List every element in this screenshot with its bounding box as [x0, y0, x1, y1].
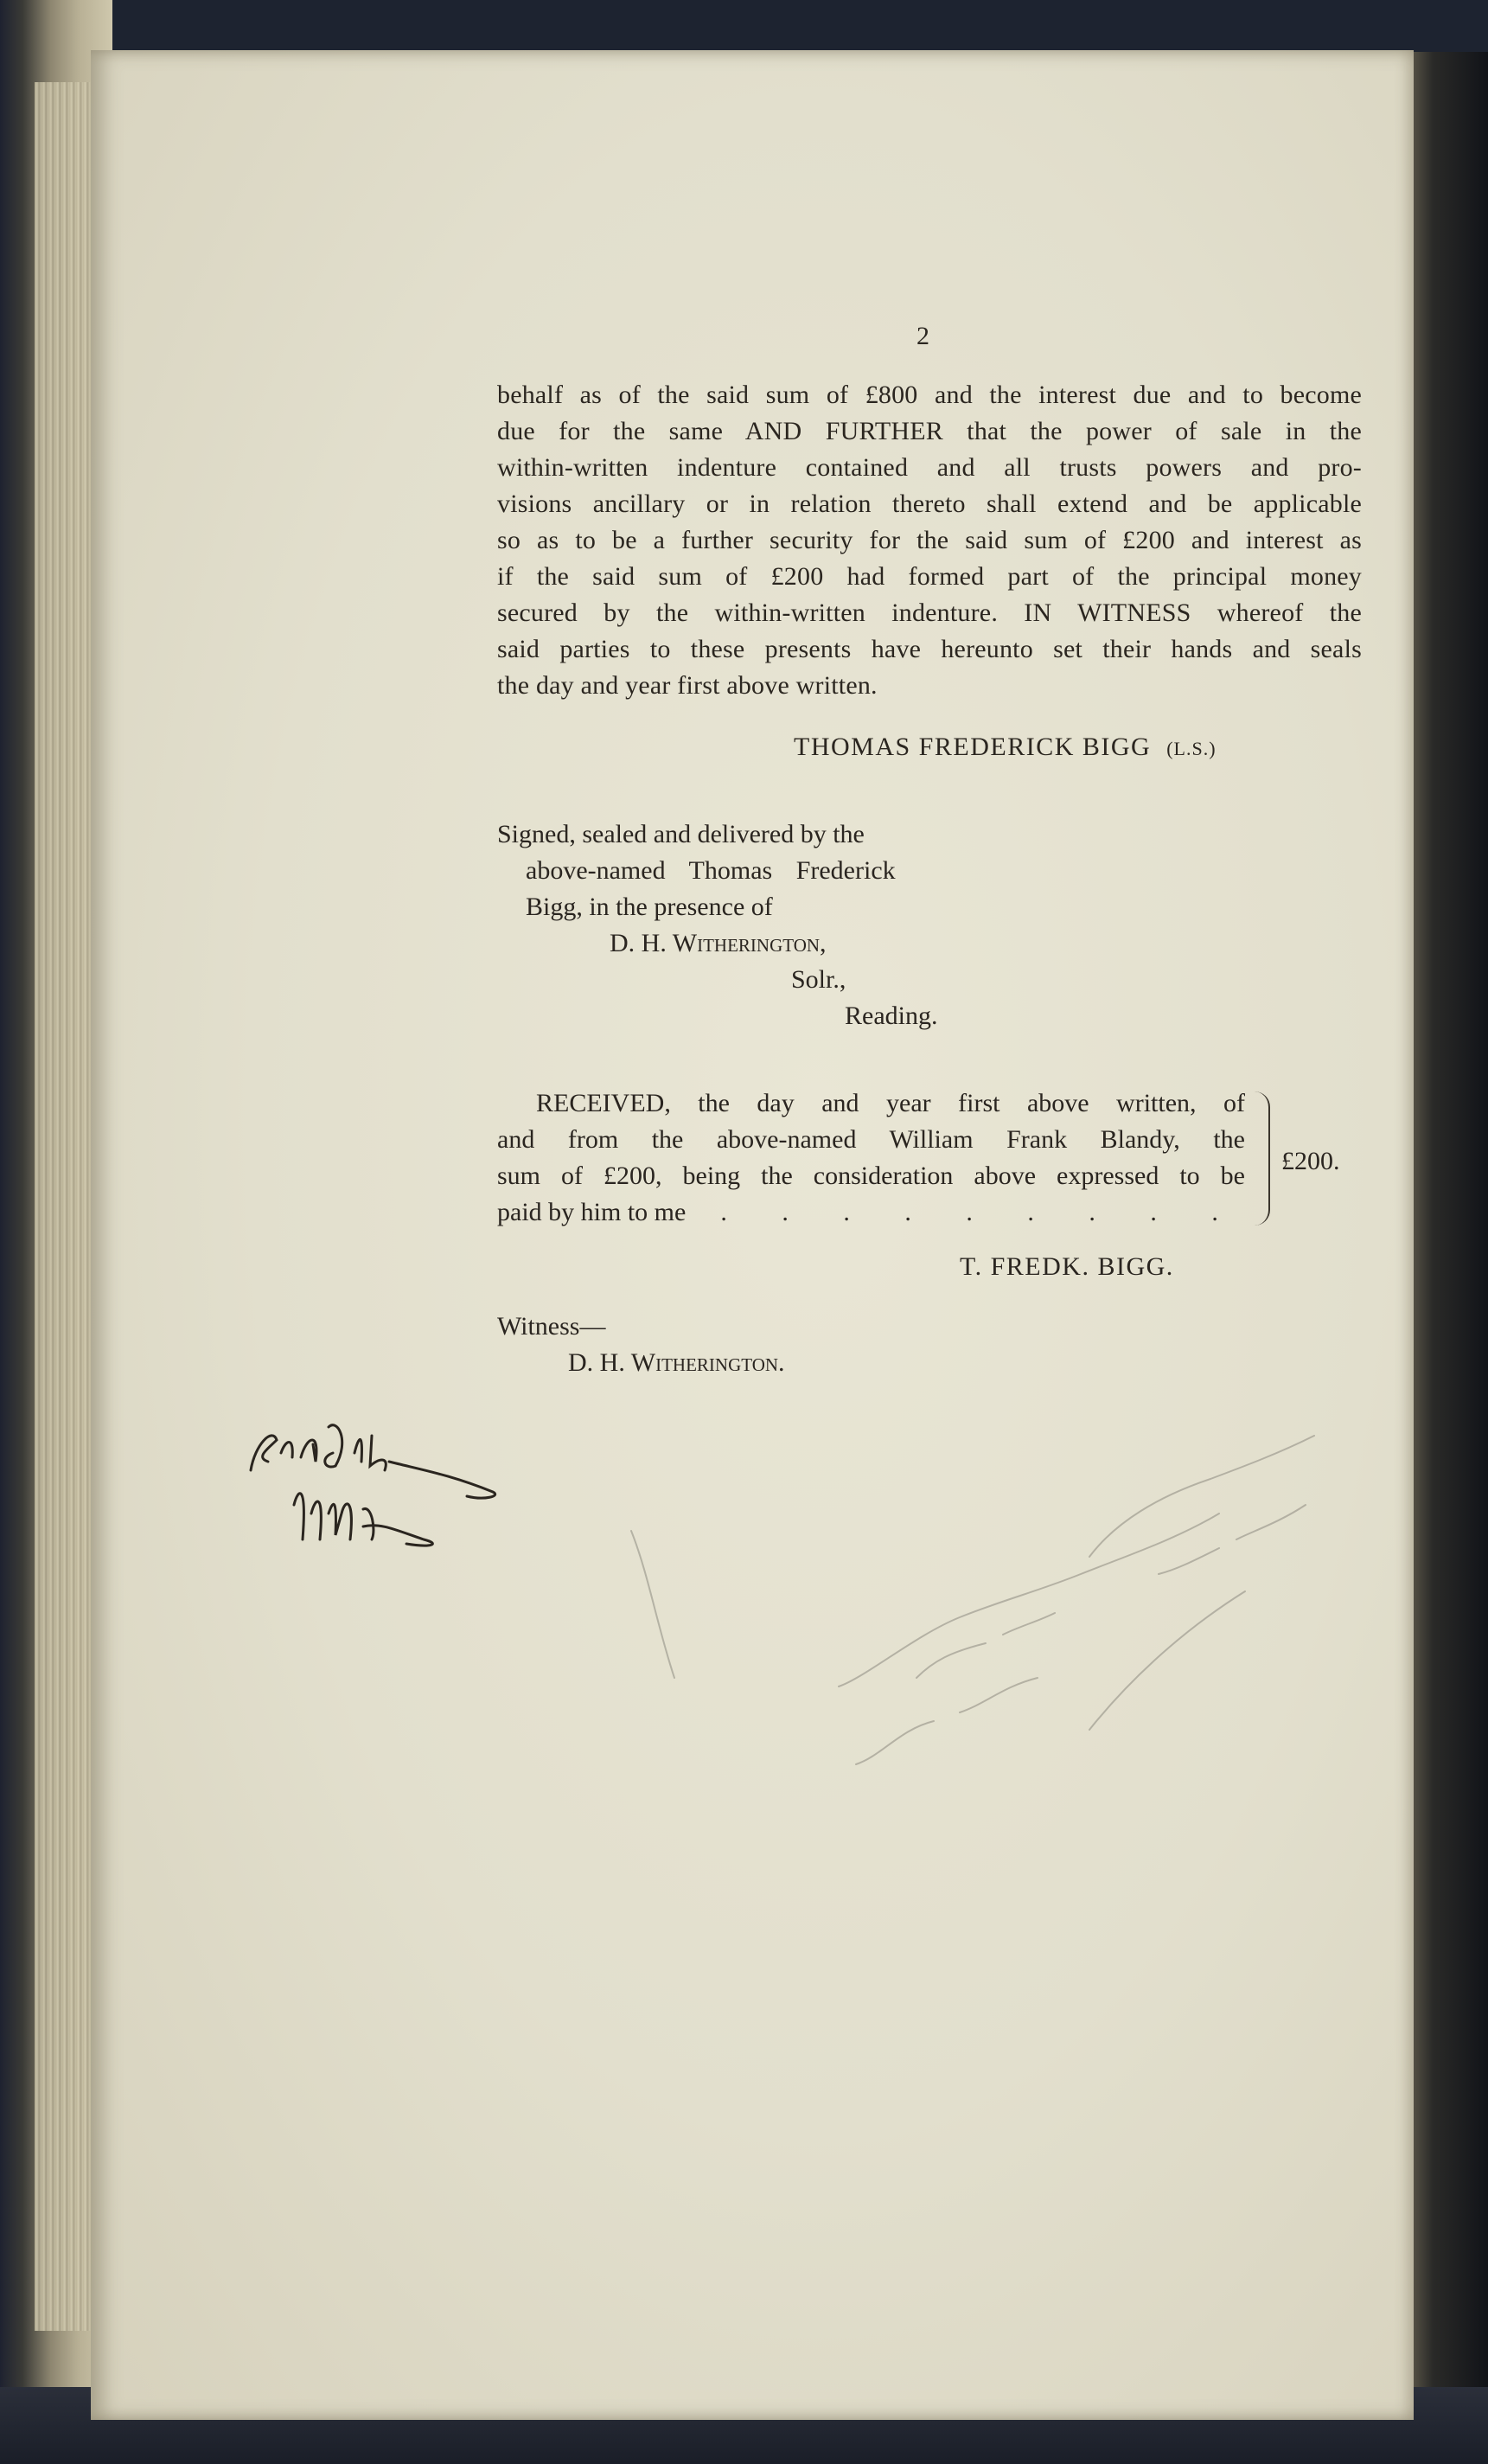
- page-number: 2: [916, 322, 930, 350]
- book-binding-right: [1409, 52, 1488, 2387]
- indenture-paragraph: [497, 377, 1362, 704]
- attestation-line: Signed, sealed and delivered by the: [497, 820, 865, 848]
- receipt-line: [497, 1194, 1245, 1231]
- attestation-line: Bigg, in the presence of: [526, 893, 773, 921]
- paragraph-line: the day and year first above written.: [497, 671, 878, 700]
- witness-name: D. H. Witherington.: [568, 1348, 785, 1377]
- signatory-name: THOMAS FREDERICK BIGG: [794, 733, 1152, 761]
- paragraph-line: within-written indenture contained and all trusts powers and pro-: [497, 453, 1362, 482]
- witness-label: Witness—: [497, 1312, 606, 1341]
- paragraph-line: if the said sum of £200 had formed part of the principal money: [497, 562, 1362, 591]
- receipt-clause: [497, 1085, 1245, 1231]
- receipt-amount: £200.: [1281, 1147, 1340, 1175]
- paragraph-line: secured by the within-written indenture. IN WITNESS whereof the: [497, 598, 1362, 627]
- receipt-line: sum of £200, being the consideration above expressed to be: [497, 1162, 1245, 1190]
- witness-block: [497, 1309, 785, 1377]
- paragraph-line: visions ancillary or in relation thereto shall extend and be applicable: [497, 490, 1362, 518]
- receipt-line-text: paid by him to me: [497, 1198, 687, 1226]
- leader-dots: . . . . . . . . .: [720, 1198, 1242, 1226]
- receipt-line: RECEIVED, the day and year first above written, of: [536, 1089, 1245, 1117]
- paragraph-line: said parties to these presents have hereunto set their hands and seals: [497, 635, 1362, 663]
- attesting-witness-place: Reading.: [845, 1002, 938, 1030]
- signatory-block: [794, 729, 1217, 767]
- paragraph-line: due for the same AND FURTHER that the power of sale in the: [497, 417, 1362, 445]
- pencil-annotation: [553, 1401, 1409, 1851]
- attestation-line: above-named Thomas Frederick: [526, 856, 896, 885]
- paragraph-line: behalf as of the said sum of £800 and the interest due and to become: [497, 381, 1362, 409]
- attesting-witness-title: Solr.,: [791, 965, 846, 994]
- bracket-brace: [1249, 1091, 1270, 1226]
- attesting-witness-name: D. H. Witherington,: [610, 929, 827, 957]
- receipt-line: and from the above-named William Frank Blandy, the: [497, 1125, 1245, 1154]
- handwritten-signature: [233, 1410, 510, 1600]
- seal-mark: (L.S.): [1166, 738, 1217, 759]
- receipt-signature: T. FREDK. BIGG.: [960, 1252, 1174, 1281]
- paragraph-line: so as to be a further security for the said sum of £200 and interest as: [497, 526, 1362, 554]
